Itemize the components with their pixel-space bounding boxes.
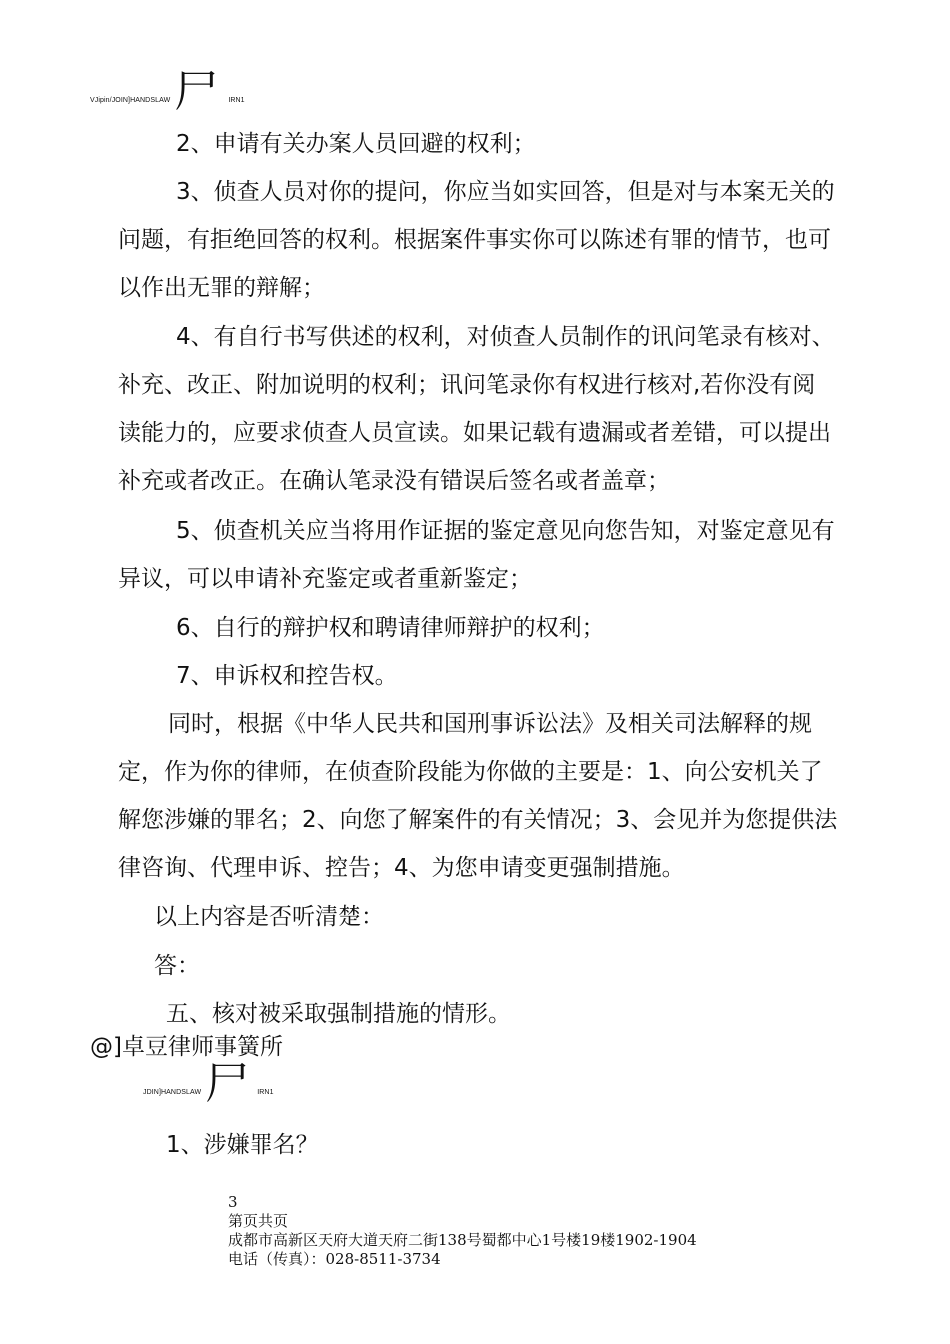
header-logo-top bbox=[90, 60, 245, 117]
paragraph-right-7: 7、申诉权和控告权。 bbox=[176, 663, 398, 689]
header-logo-bottom bbox=[143, 1052, 274, 1109]
question-charge: 1、涉嫌罪名？ bbox=[166, 1132, 319, 1158]
paragraph-answer: 答： bbox=[154, 953, 200, 979]
header-brand-text: VJipin/JOIN]HANDSLAW bbox=[90, 97, 171, 104]
header-logo-glyph: 尸 bbox=[205, 1058, 250, 1109]
paragraph-lawyer-duties: 同时，根据《中华人民共和国刑事诉讼法》及相关司法解释的规定，作为你的律师，在侦查阶段能为你做的主要是：1、向公安机关了解您涉嫌的罪名；2、向您了解案件的有关情况；3、会见并为您提供法律咨询、代理申诉、控告；4、为您申请变更强制措施。 bbox=[118, 711, 838, 881]
header-brand-text: JDIN]HANDSLAW bbox=[143, 1089, 202, 1096]
header-code-text: IRN1 bbox=[257, 1089, 274, 1096]
page-footer bbox=[228, 1193, 697, 1269]
page-number: 3 bbox=[228, 1193, 238, 1211]
paragraph-right-3: 3、侦查人员对你的提问，你应当如实回答，但是对与本案无关的问题，有拒绝回答的权利。根据案件事实你可以陈述有罪的情节，也可以作出无罪的辩解； bbox=[118, 179, 835, 301]
paragraph-confirm-question: 以上内容是否听清楚： bbox=[154, 904, 384, 930]
section-heading-five: 五、核对被采取强制措施的情形。 bbox=[166, 1001, 511, 1027]
page-label: 第页共页 bbox=[228, 1212, 289, 1230]
paragraph-right-6: 6、自行的辩护权和聘请律师辩护的权利； bbox=[176, 615, 605, 641]
paragraph-right-5: 5、侦查机关应当将用作证据的鉴定意见向您告知，对鉴定意见有异议，可以申请补充鉴定或者重新鉴定； bbox=[118, 518, 835, 592]
paragraph-right-4: 4、有自行书写供述的权利，对侦查人员制作的讯问笔录有核对、补充、改正、附加说明的权利；讯问笔录你有权进行核对,若你没有阅读能力的，应要求侦查人员宣读。如果记载有遗漏或者差错，可以提出补充或者改正。在确认笔录没有错误后签名或者盖章； bbox=[118, 324, 835, 494]
paragraph-right-2: 2、申请有关办案人员回避的权利； bbox=[176, 131, 536, 157]
footer-phone: 电话（传真）：028-8511-3734 bbox=[228, 1250, 441, 1268]
header-logo-glyph: 尸 bbox=[174, 66, 219, 117]
footer-address: 成都市高新区天府大道天府二街138号蜀都中心1号楼19楼1902-1904 bbox=[228, 1231, 697, 1249]
firm-name: @]卓豆律师事簧所 bbox=[90, 1034, 283, 1060]
header-code-text: IRN1 bbox=[228, 97, 245, 104]
